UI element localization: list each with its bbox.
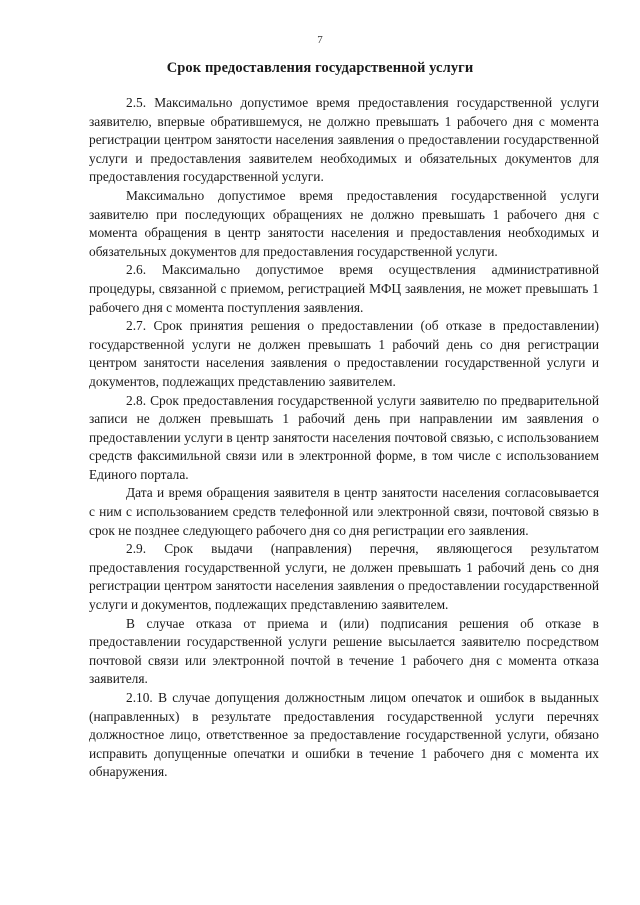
paragraph-2-10: 2.10. В случае допущения должностным лицом опечаток и ошибок в выданных (направленных) в результате предоставления государственной услуги перечнях должностное лицо, ответственное за предоставление государственной услуги, обязано исправить допущенные опечатки и ошибки в течение 1 рабочего дня с момента их обнаружения.	[89, 690, 599, 780]
document-body	[89, 94, 599, 782]
paragraph-2-7: 2.7. Срок принятия решения о предоставлении (об отказе в предоставлении) государственной услуги не должен превышать 1 рабочий день со дня регистрации центром занятости населения заявления о предоставлении государственной услуги и документов, подлежащих представлению заявителем.	[89, 318, 599, 389]
page-number: 7	[317, 34, 323, 46]
paragraph-2-5: 2.5. Максимально допустимое время предоставления государственной услуги заявителю, впервые обратившемуся, не должно превышать 1 рабочего дня с момента регистрации центром занятости населения заявления о предоставлении государственной услуги и предоставления заявителем необходимых и обязательных документов для предоставления государственной услуги.	[89, 95, 599, 185]
paragraph-2-8-continued: Дата и время обращения заявителя в центр занятости населения согласовывается с ним с использованием средств телефонной или электронной связи, почтовой связью в срок не позднее следующего рабочего дня со дня регистрации его заявления.	[89, 485, 599, 538]
paragraph-2-9: 2.9. Срок выдачи (направления) перечня, являющегося результатом предоставления государственной услуги, не должен превышать 1 рабочий день со дня регистрации центром занятости населения заявления о предоставлении государственной услуги и документов, подлежащих представлению заявителем.	[89, 541, 599, 613]
paragraph-2-8: 2.8. Срок предоставления государственной услуги заявителю по предварительной записи не должен превышать 1 рабочий день при направлении им заявления о предоставлении услуги в центр занятости населения почтовой связью, с использованием средств факсимильной связи или в электронной форме, в том числе с использованием Единого портала.	[89, 392, 599, 482]
section-heading: Срок предоставления государственной услуги	[166, 60, 474, 76]
paragraph-2-6: 2.6. Максимально допустимое время осуществления административной процедуры, связанной с приемом, регистрацией МФЦ заявления, не может превышать 1 рабочего дня с момента поступления заявления.	[89, 262, 599, 315]
paragraph-2-9-continued: В случае отказа от приема и (или) подписания решения об отказе в предоставлении государственной услуги решение высылается заявителю посредством почтовой связи или электронной почтой в течение 1 рабочего дня с момента отказа заявителя.	[89, 615, 599, 687]
paragraph-2-5-continued: Максимально допустимое время предоставления государственной услуги заявителю при последующих обращениях не должно превышать 1 рабочего дня с момента обращения в центр занятости населения и предоставления необходимых и обязательных документов для предоставления государственной услуги.	[89, 187, 599, 259]
